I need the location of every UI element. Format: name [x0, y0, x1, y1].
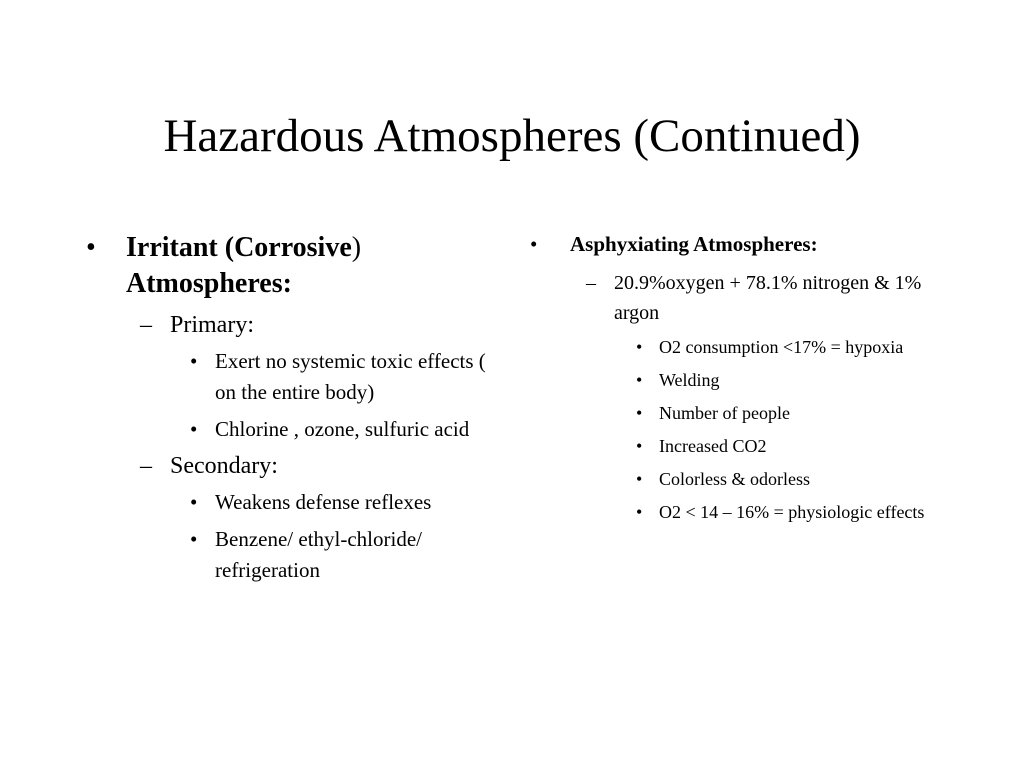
irritant-heading-bold-1: Irritant: [126, 232, 218, 263]
bullet-marker: •: [636, 469, 643, 489]
list-item: [84, 487, 504, 518]
left-column: [84, 230, 504, 592]
bullet-marker: •: [190, 349, 198, 373]
irritant-heading-line2: Atmospheres:: [126, 268, 292, 299]
asphyxiating-heading: Asphyxiating Atmospheres:: [570, 232, 818, 256]
list-item-text: O2 consumption <17% = hypoxia: [659, 337, 904, 357]
air-composition-label: 20.9%oxygen + 78.1% nitrogen & 1% argon: [614, 272, 922, 324]
bullet-marker: •: [636, 502, 643, 522]
subitem-primary: [84, 310, 504, 340]
list-item: [528, 400, 948, 426]
list-item: [84, 346, 504, 408]
subitem-air-composition: [528, 268, 948, 328]
slide-title: Hazardous Atmospheres (Continued): [163, 110, 861, 162]
bullet-marker: •: [636, 436, 643, 456]
bullet-irritant-atmospheres: [84, 230, 504, 302]
irritant-heading: [126, 230, 504, 302]
bullet-marker: •: [530, 232, 538, 256]
dash-marker: –: [140, 453, 152, 479]
list-item-text: Colorless & odorless: [659, 469, 810, 489]
list-item-text: Weakens defense reflexes: [215, 490, 432, 514]
bullet-marker: •: [636, 403, 643, 423]
list-item-text: Chlorine , ozone, sulfuric acid: [215, 417, 470, 441]
bullet-marker: •: [636, 337, 643, 357]
bullet-asphyxiating-atmospheres: [528, 230, 948, 258]
list-item: [84, 524, 504, 586]
primary-label: Primary:: [170, 312, 254, 338]
list-item-text: Welding: [659, 370, 720, 390]
list-item: [528, 433, 948, 459]
list-item: [528, 499, 948, 525]
list-item: [528, 367, 948, 393]
list-item: [528, 466, 948, 492]
list-item-text: Number of people: [659, 403, 790, 423]
irritant-heading-bold-2: (Corrosive: [224, 232, 352, 263]
subitem-secondary: [84, 451, 504, 481]
bullet-marker: •: [190, 417, 198, 441]
bullet-marker: •: [636, 370, 643, 390]
list-item-text: O2 < 14 – 16% = physiologic effects: [659, 502, 925, 522]
dash-marker: –: [586, 272, 596, 294]
list-item-text: Benzene/ ethyl-chloride/ refrigeration: [215, 527, 422, 582]
list-item-text: Increased CO2: [659, 436, 767, 456]
list-item-text: Exert no systemic toxic effects ( on the entire body): [215, 349, 486, 404]
list-item: [528, 334, 948, 360]
bullet-marker: •: [190, 527, 198, 551]
bullet-marker: •: [190, 490, 198, 514]
bullet-marker: •: [86, 232, 96, 263]
list-item: [84, 414, 504, 445]
dash-marker: –: [140, 312, 152, 338]
right-column: [528, 230, 948, 532]
secondary-label: Secondary:: [170, 453, 278, 479]
irritant-heading-paren: ): [351, 232, 362, 263]
